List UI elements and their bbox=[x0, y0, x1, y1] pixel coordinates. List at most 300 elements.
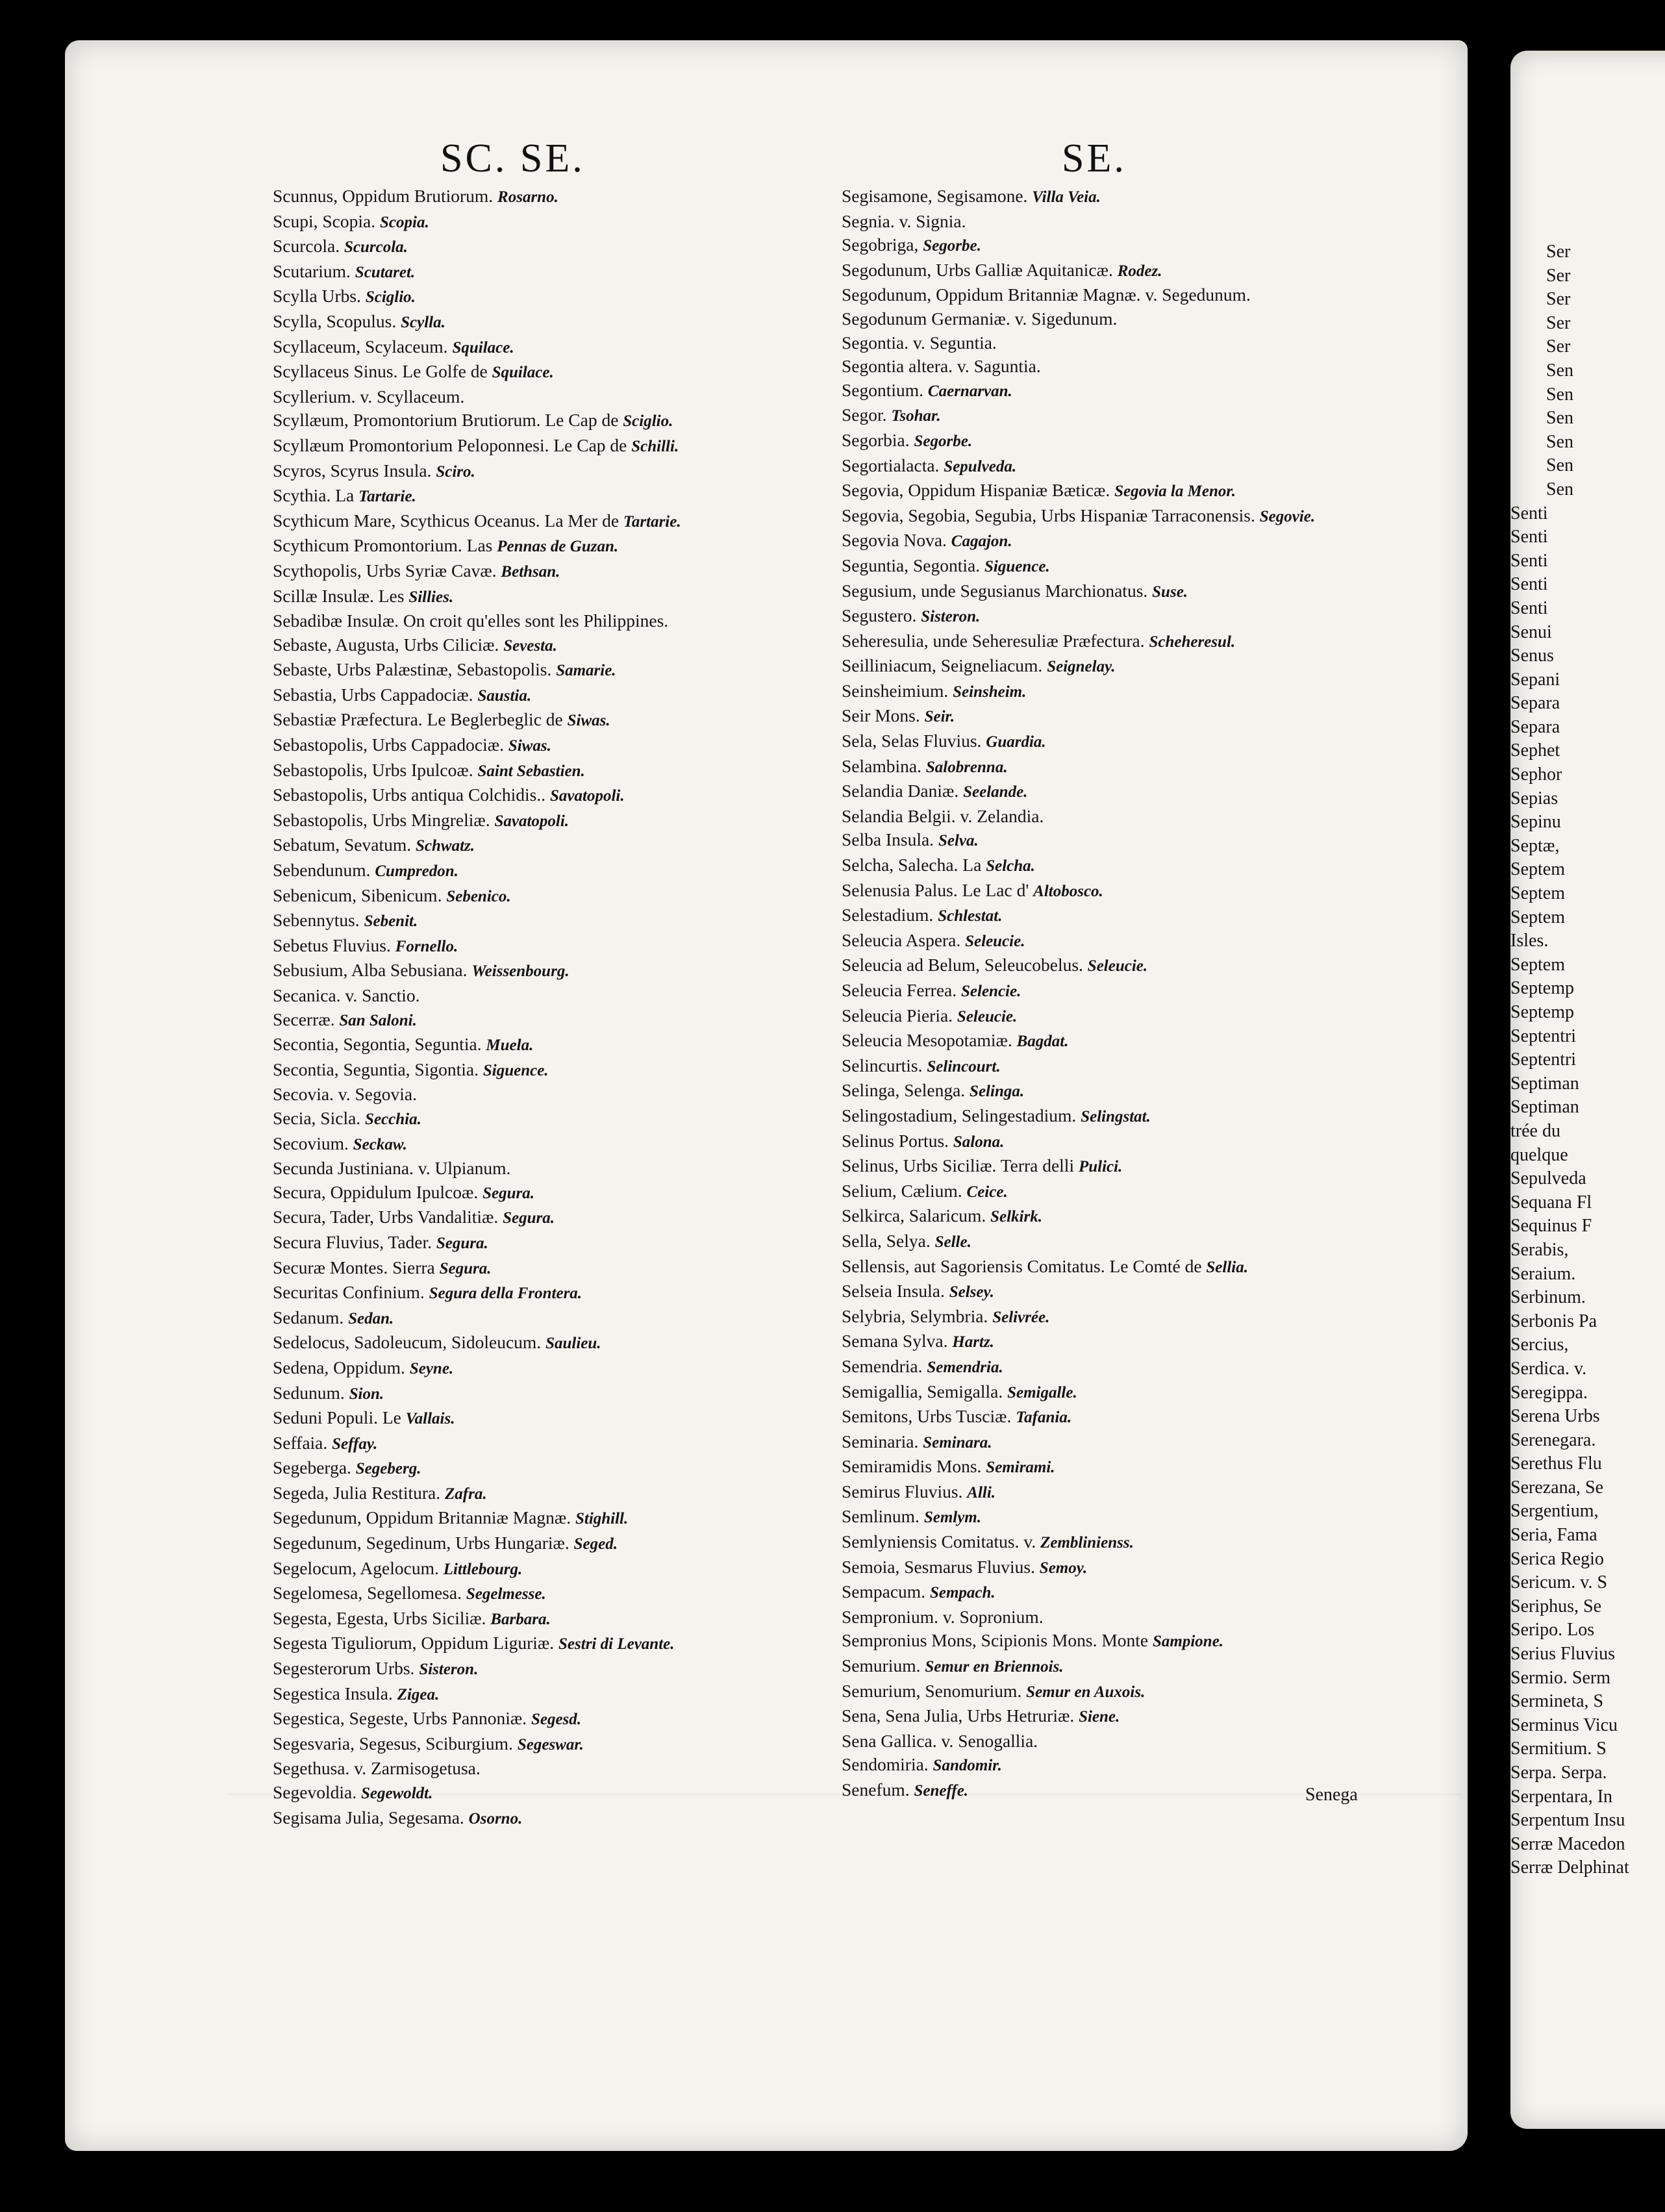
latin-name: Sebastia, Urbs Cappadociæ. bbox=[273, 684, 473, 705]
facing-page-entry: Sen bbox=[1546, 455, 1573, 476]
vernacular-name: Barbara. bbox=[490, 1610, 551, 1628]
dictionary-entry bbox=[842, 379, 1413, 404]
vernacular-name: Saulieu. bbox=[545, 1335, 601, 1353]
latin-name: Segisamone, Segisamone. bbox=[842, 186, 1028, 206]
facing-page-entry: Sen bbox=[1546, 479, 1573, 499]
facing-page-entry: Seripo. Los bbox=[1510, 1620, 1595, 1640]
dictionary-entry bbox=[842, 929, 1413, 954]
vernacular-name: Saustia. bbox=[477, 686, 532, 705]
dictionary-entry bbox=[273, 934, 844, 959]
vernacular-name: Zigea. bbox=[397, 1685, 440, 1703]
latin-name: Segedunum, Segedinum, Urbs Hungariæ. bbox=[273, 1533, 570, 1553]
vernacular-name: Segesd. bbox=[531, 1711, 582, 1729]
latin-name: Selestadium. bbox=[842, 905, 934, 925]
dictionary-entry bbox=[842, 258, 1413, 284]
vernacular-name: Seelande. bbox=[963, 783, 1028, 801]
latin-name: Seleucia Pieria. bbox=[842, 1005, 953, 1025]
latin-name: Selambina. bbox=[842, 755, 921, 776]
latin-name: Semiramidis Mons. bbox=[842, 1456, 982, 1477]
dictionary-entry bbox=[273, 683, 844, 709]
vernacular-name: Savatopoli. bbox=[494, 812, 570, 830]
latin-name: Selcha, Salecha. La bbox=[842, 855, 982, 875]
latin-name: Segodunum, Oppidum Britanniæ Magnæ. v. Segedunum. bbox=[842, 284, 1251, 305]
dictionary-entry bbox=[273, 1607, 844, 1632]
vernacular-name: Segelmesse. bbox=[466, 1585, 546, 1603]
facing-page-entry: Sen bbox=[1546, 360, 1573, 381]
latin-name: Segor. bbox=[842, 405, 887, 425]
vernacular-name: Saint Sebastien. bbox=[477, 762, 585, 780]
latin-name: Sempronius Mons, Scipionis Mons. Monte bbox=[842, 1630, 1149, 1651]
latin-name: Semirus Fluvius. bbox=[842, 1481, 963, 1502]
vernacular-name: Segura. bbox=[503, 1209, 555, 1227]
latin-name: Sebennytus. bbox=[273, 910, 360, 931]
vernacular-name: Siene. bbox=[1079, 1708, 1120, 1726]
vernacular-name: Selle. bbox=[934, 1233, 971, 1251]
vernacular-name: Segovia la Menor. bbox=[1114, 483, 1236, 501]
book-page-left bbox=[65, 40, 1468, 2151]
dictionary-entry bbox=[842, 805, 1413, 829]
vernacular-name: Tartarie. bbox=[358, 488, 416, 506]
latin-name: Seilliniacum, Seigneliacum. bbox=[842, 655, 1043, 676]
latin-name: Secanica. v. Sanctio. bbox=[273, 985, 420, 1005]
vernacular-name: Sciro. bbox=[436, 462, 475, 481]
facing-page-entry: Serbinum. bbox=[1510, 1287, 1586, 1308]
latin-name: Semurium. bbox=[842, 1655, 921, 1676]
vernacular-name: Seignelay. bbox=[1047, 658, 1116, 676]
vernacular-name: Sempach. bbox=[929, 1584, 995, 1602]
dictionary-entry bbox=[273, 459, 844, 484]
vernacular-name: Selincourt. bbox=[927, 1057, 1001, 1075]
facing-page-entry: Separa bbox=[1510, 716, 1560, 737]
dictionary-entry bbox=[842, 184, 1413, 210]
facing-page-entry: Serena Urbs bbox=[1510, 1406, 1600, 1427]
dictionary-entry bbox=[842, 1704, 1413, 1729]
latin-name: Sedena, Oppidum. bbox=[273, 1357, 405, 1377]
latin-name: Selingostadium, Selingestadium. bbox=[842, 1105, 1077, 1125]
dictionary-entry bbox=[273, 584, 844, 610]
latin-name: Segortialacta. bbox=[842, 455, 940, 475]
vernacular-name: Cagajon. bbox=[951, 533, 1012, 551]
dictionary-entry bbox=[842, 1104, 1413, 1129]
dictionary-entry bbox=[273, 559, 844, 584]
dictionary-entry bbox=[273, 633, 844, 659]
dictionary-entry bbox=[842, 283, 1413, 307]
dictionary-entry bbox=[842, 504, 1413, 529]
latin-name: Segesvaria, Segesus, Sciburgium. bbox=[273, 1733, 513, 1753]
latin-name: Segobriga, bbox=[842, 234, 919, 255]
vernacular-name: Alli. bbox=[967, 1483, 996, 1502]
latin-name: Sedanum. bbox=[273, 1307, 344, 1327]
latin-name: Scythicum Mare, Scythicus Oceanus. La Mer de bbox=[273, 510, 620, 531]
latin-name: Secontia, Seguntia, Sigontia. bbox=[273, 1059, 479, 1079]
facing-page-entry: Septem bbox=[1510, 907, 1565, 927]
vernacular-name: Squilace. bbox=[452, 338, 514, 357]
vernacular-name: Semur en Briennois. bbox=[925, 1658, 1064, 1676]
facing-page-entry: Seregippa. bbox=[1510, 1382, 1588, 1403]
dictionary-entry bbox=[273, 609, 844, 633]
vernacular-name: Sillies. bbox=[408, 588, 454, 606]
facing-page-entry: Senti bbox=[1510, 550, 1548, 571]
latin-name: Securæ Montes. Sierra bbox=[273, 1257, 435, 1277]
dictionary-entry bbox=[842, 903, 1413, 929]
facing-page-entry: Sen bbox=[1546, 431, 1573, 452]
dictionary-entry bbox=[273, 1631, 844, 1657]
facing-page-entry: Senti bbox=[1510, 503, 1548, 523]
vernacular-name: Pulici. bbox=[1078, 1158, 1123, 1176]
dictionary-entry bbox=[273, 1406, 844, 1431]
latin-name: Securitas Confinium. bbox=[273, 1282, 425, 1303]
facing-page-entry: Senui bbox=[1510, 622, 1552, 642]
latin-name: Seheresulia, unde Seheresuliæ Præfectura. bbox=[842, 630, 1145, 651]
facing-page-entry: trée du bbox=[1510, 1120, 1560, 1141]
dictionary-entry bbox=[273, 484, 844, 509]
vernacular-name: Seneffe. bbox=[914, 1782, 969, 1800]
latin-name: Segontia. v. Seguntia. bbox=[842, 332, 997, 353]
book-page-right-edge bbox=[1510, 51, 1665, 2129]
latin-name: Sella, Selya. bbox=[842, 1230, 931, 1251]
facing-page-entry: Sequana Fl bbox=[1510, 1192, 1592, 1213]
running-header-left: SC. SE. bbox=[440, 136, 585, 181]
vernacular-name: Savatopoli. bbox=[550, 787, 625, 805]
latin-name: Semoia, Sesmarus Fluvius. bbox=[842, 1556, 1035, 1577]
vernacular-name: Scheheresul. bbox=[1149, 633, 1236, 651]
latin-name: Segethusa. v. Zarmisogetusa. bbox=[273, 1758, 481, 1779]
facing-page-entry: Ser bbox=[1546, 289, 1571, 310]
vernacular-name: Vallais. bbox=[405, 1410, 455, 1428]
dictionary-entry bbox=[273, 1806, 844, 1831]
facing-page-entry: Sepinu bbox=[1510, 812, 1561, 833]
vernacular-name: Segura. bbox=[436, 1234, 488, 1252]
dictionary-entry bbox=[273, 1058, 844, 1083]
dictionary-entry bbox=[273, 1506, 844, 1531]
facing-page-entry: Serdica. v. bbox=[1510, 1358, 1587, 1379]
dictionary-entry bbox=[273, 434, 844, 459]
vernacular-name: Ceice. bbox=[966, 1183, 1008, 1201]
facing-page-entry: Septentri bbox=[1510, 1025, 1577, 1046]
latin-name: Segisama Julia, Segesama. bbox=[273, 1807, 464, 1828]
vernacular-name: Sestri di Levante. bbox=[558, 1635, 675, 1653]
vernacular-name: Zafra. bbox=[445, 1485, 487, 1503]
dictionary-entry bbox=[842, 1204, 1413, 1229]
vernacular-name: Guardia. bbox=[986, 733, 1046, 751]
vernacular-name: Segewoldt. bbox=[360, 1785, 433, 1802]
dictionary-entry bbox=[273, 909, 844, 934]
latin-name: Segodunum Germaniæ. v. Sigedunum. bbox=[842, 308, 1118, 329]
facing-page-entry: Serpentara, In bbox=[1510, 1786, 1613, 1807]
vernacular-name: Squilace. bbox=[492, 364, 554, 382]
vernacular-name: Seleucie. bbox=[965, 932, 1025, 950]
vernacular-name: Salona. bbox=[953, 1133, 1005, 1151]
latin-name: Secontia, Segontia, Seguntia. bbox=[273, 1034, 482, 1055]
dictionary-entry bbox=[273, 1381, 844, 1407]
latin-name: Selba Insula. bbox=[842, 829, 934, 850]
latin-name: Selenusia Palus. Le Lac d' bbox=[842, 879, 1029, 900]
facing-page-entry: Ser bbox=[1546, 265, 1571, 286]
dictionary-entry bbox=[842, 554, 1413, 579]
dictionary-entry bbox=[273, 1682, 844, 1707]
dictionary-entry bbox=[273, 385, 844, 409]
vernacular-name: Pennas de Guzan. bbox=[497, 538, 619, 556]
dictionary-entry bbox=[842, 1654, 1413, 1679]
facing-page-entry: Sephor bbox=[1510, 764, 1562, 785]
latin-name: Seffaia. bbox=[273, 1432, 328, 1453]
dictionary-entry bbox=[842, 210, 1413, 234]
vernacular-name: Scopia. bbox=[380, 213, 429, 231]
latin-name: Seleucia Mesopotamiæ. bbox=[842, 1030, 1012, 1051]
latin-name: Sebastopolis, Urbs Ipulcoæ. bbox=[273, 759, 473, 780]
vernacular-name: Selcha. bbox=[986, 857, 1035, 875]
dictionary-entry bbox=[273, 783, 844, 809]
facing-page-entry: Senti bbox=[1510, 527, 1548, 547]
dictionary-entry bbox=[842, 1255, 1413, 1280]
dictionary-entry bbox=[273, 884, 844, 909]
vernacular-name: Salobrenna. bbox=[925, 758, 1008, 776]
vernacular-name: Seinsheim. bbox=[953, 683, 1027, 701]
dictionary-entry bbox=[273, 1083, 844, 1107]
dictionary-entry bbox=[842, 604, 1413, 629]
dictionary-entry bbox=[273, 1531, 844, 1557]
dictionary-entry bbox=[273, 1256, 844, 1281]
dictionary-entry bbox=[273, 335, 844, 360]
vernacular-name: Seyne. bbox=[409, 1359, 454, 1377]
dictionary-entry bbox=[273, 1331, 844, 1356]
latin-name: Sempacum. bbox=[842, 1581, 926, 1602]
latin-name: Segeda, Julia Restitura. bbox=[273, 1482, 441, 1503]
vernacular-name: Scylla. bbox=[401, 313, 445, 331]
facing-page-entry: Sepulveda bbox=[1510, 1168, 1586, 1189]
dictionary-entry bbox=[273, 1557, 844, 1582]
entries-column-right bbox=[842, 184, 1413, 1804]
dictionary-entry bbox=[842, 1229, 1413, 1255]
dictionary-entry bbox=[273, 1732, 844, 1757]
latin-name: Secura, Oppidulum Ipulcoæ. bbox=[273, 1181, 479, 1202]
facing-page-entry: Separa bbox=[1510, 693, 1560, 714]
vernacular-name: Segovie. bbox=[1259, 507, 1316, 525]
facing-page-entry: Serminus Vicu bbox=[1510, 1715, 1618, 1735]
vernacular-name: Sampione. bbox=[1153, 1633, 1224, 1651]
vernacular-name: Cumpredon. bbox=[375, 862, 458, 881]
dictionary-entry bbox=[842, 355, 1413, 379]
latin-name: Sempronium. v. Sopronium. bbox=[842, 1606, 1044, 1627]
facing-page-entry: Ser bbox=[1546, 242, 1571, 262]
dictionary-entry bbox=[842, 953, 1413, 979]
facing-page-entry: quelque bbox=[1510, 1144, 1568, 1165]
facing-page-entry: Septemp bbox=[1510, 978, 1574, 999]
dictionary-entry bbox=[273, 1657, 844, 1682]
latin-name: Segodunum, Urbs Galliæ Aquitanicæ. bbox=[842, 259, 1113, 280]
dictionary-entry bbox=[842, 1753, 1413, 1778]
dictionary-entry bbox=[273, 1481, 844, 1507]
latin-name: Selybria, Selymbria. bbox=[842, 1305, 988, 1326]
vernacular-name: Segorbe. bbox=[914, 432, 973, 450]
dictionary-entry bbox=[842, 403, 1413, 429]
latin-name: Sebatum, Sevatum. bbox=[273, 835, 412, 855]
latin-name: Secia, Sicla. bbox=[273, 1107, 361, 1128]
dictionary-entry bbox=[842, 1455, 1413, 1480]
facing-page-entry: Serezana, Se bbox=[1510, 1477, 1604, 1498]
facing-page-entry: Serræ Macedon bbox=[1510, 1833, 1625, 1854]
latin-name: Segelocum, Agelocum. bbox=[273, 1557, 439, 1578]
dictionary-entry bbox=[842, 879, 1413, 904]
vernacular-name: Sisteron. bbox=[419, 1661, 479, 1679]
dictionary-entry bbox=[273, 408, 844, 434]
latin-name: Semurium, Senomurium. bbox=[842, 1680, 1022, 1701]
dictionary-entry bbox=[842, 629, 1413, 655]
latin-name: Scunnus, Oppidum Brutiorum. bbox=[273, 186, 494, 206]
dictionary-entry bbox=[273, 184, 844, 210]
dictionary-entry bbox=[273, 1205, 844, 1231]
vernacular-name: Seminara. bbox=[923, 1433, 992, 1452]
vernacular-name: Schwatz. bbox=[415, 837, 475, 855]
latin-name: Scyllæum, Promontorium Brutiorum. Le Cap de bbox=[273, 410, 619, 431]
latin-name: Sebastopolis, Urbs Mingreliæ. bbox=[273, 809, 490, 830]
vernacular-name: Secchia. bbox=[365, 1110, 421, 1128]
vernacular-name: Segura. bbox=[482, 1184, 534, 1202]
dictionary-entry bbox=[273, 833, 844, 859]
facing-page-entry: Sepias bbox=[1510, 788, 1559, 809]
latin-name: Scyllæum Promontorium Peloponnesi. Le Cap de bbox=[273, 434, 627, 455]
dictionary-entry bbox=[842, 828, 1413, 853]
dictionary-entry bbox=[273, 658, 844, 683]
facing-page-entries bbox=[1510, 240, 1665, 1880]
latin-name: Seminaria. bbox=[842, 1431, 919, 1452]
vernacular-name: Semur en Auxois. bbox=[1026, 1683, 1145, 1701]
dictionary-entry bbox=[842, 331, 1413, 355]
dictionary-entry bbox=[273, 959, 844, 984]
dictionary-entry bbox=[273, 733, 844, 759]
latin-name: Seir Mons. bbox=[842, 705, 920, 726]
latin-name: Segovia Nova. bbox=[842, 530, 947, 551]
latin-name: Secovium. bbox=[273, 1133, 349, 1153]
latin-name: Scythicum Promontorium. Las bbox=[273, 535, 493, 556]
latin-name: Sebastopolis, Urbs Cappadociæ. bbox=[273, 735, 504, 755]
latin-name: Sena, Sena Julia, Urbs Hetruriæ. bbox=[842, 1705, 1075, 1726]
vernacular-name: Seged. bbox=[573, 1535, 618, 1553]
vernacular-name: Schlestat. bbox=[938, 907, 1003, 925]
vernacular-name: Muela. bbox=[486, 1037, 534, 1055]
latin-name: Scythia. La bbox=[273, 485, 355, 506]
facing-page-entry: Septem bbox=[1510, 954, 1565, 975]
dictionary-entry bbox=[273, 534, 844, 559]
vernacular-name: Altobosco. bbox=[1033, 882, 1103, 900]
dictionary-entry bbox=[842, 1129, 1413, 1155]
vernacular-name: Seffay. bbox=[332, 1435, 378, 1453]
facing-page-entry: Septemp bbox=[1510, 1002, 1574, 1022]
dictionary-entry bbox=[842, 1079, 1413, 1104]
dictionary-entry bbox=[842, 1430, 1413, 1455]
vernacular-name: Suse. bbox=[1152, 583, 1188, 601]
vernacular-name: Siwas. bbox=[508, 737, 551, 755]
facing-page-entry: Sepani bbox=[1510, 669, 1560, 690]
dictionary-entry bbox=[273, 809, 844, 834]
latin-name: Secunda Justiniana. v. Ulpianum. bbox=[273, 1158, 511, 1179]
latin-name: Semlinum. bbox=[842, 1506, 920, 1527]
latin-name: Selium, Cælium. bbox=[842, 1180, 962, 1201]
facing-page-entry: Serethus Flu bbox=[1510, 1453, 1602, 1474]
facing-page-entry: Seriphus, Se bbox=[1510, 1596, 1601, 1616]
latin-name: Segestica Insula. bbox=[273, 1683, 393, 1703]
latin-name: Selinga, Selenga. bbox=[842, 1080, 966, 1101]
vernacular-name: Villa Veia. bbox=[1032, 188, 1101, 206]
latin-name: Scylla, Scopulus. bbox=[273, 310, 397, 331]
latin-name: Sebendunum. bbox=[273, 860, 371, 881]
dictionary-entry bbox=[842, 1405, 1413, 1430]
vernacular-name: Caernarvan. bbox=[927, 382, 1012, 400]
dictionary-entry bbox=[842, 1154, 1413, 1179]
latin-name: Segovia, Oppidum Hispaniæ Bæticæ. bbox=[842, 480, 1110, 501]
vernacular-name: Tartarie. bbox=[623, 512, 681, 531]
vernacular-name: Seir. bbox=[924, 708, 955, 726]
dictionary-entry bbox=[842, 679, 1413, 705]
vernacular-name: Littlebourg. bbox=[443, 1560, 523, 1578]
vernacular-name: Sedan. bbox=[348, 1309, 394, 1327]
vernacular-name: Sepulveda. bbox=[944, 457, 1017, 475]
vernacular-name: Segura della Frontera. bbox=[429, 1285, 582, 1303]
dictionary-entry bbox=[273, 1356, 844, 1381]
latin-name: Sellensis, aut Sagoriensis Comitatus. Le Comté de bbox=[842, 1255, 1202, 1276]
running-header-right: SE. bbox=[1062, 136, 1127, 181]
facing-page-entry: Serbonis Pa bbox=[1510, 1311, 1597, 1331]
page-show-through bbox=[227, 1794, 1461, 1795]
vernacular-name: Bagdat. bbox=[1016, 1033, 1069, 1051]
latin-name: Segedunum, Oppidum Britanniæ Magnæ. bbox=[273, 1507, 571, 1528]
vernacular-name: Siguence. bbox=[984, 557, 1050, 575]
latin-name: Sendomiria. bbox=[842, 1754, 929, 1775]
vernacular-name: Selencie. bbox=[961, 983, 1021, 1000]
latin-name: Segevoldia. bbox=[273, 1782, 357, 1802]
dictionary-entry bbox=[273, 984, 844, 1008]
dictionary-entry bbox=[273, 1231, 844, 1256]
facing-page-entry: Sermio. Serm bbox=[1510, 1667, 1610, 1688]
vernacular-name: Seckaw. bbox=[353, 1135, 407, 1153]
facing-page-entry: Sen bbox=[1546, 408, 1573, 429]
facing-page-entry: Serræ Delphinat bbox=[1510, 1857, 1629, 1878]
latin-name: Segnia. v. Signia. bbox=[842, 210, 966, 231]
dictionary-entry bbox=[842, 1380, 1413, 1405]
facing-page-entry: Serenegara. bbox=[1510, 1429, 1596, 1450]
latin-name: Selseia Insula. bbox=[842, 1281, 945, 1301]
vernacular-name: Samarie. bbox=[556, 662, 616, 680]
vernacular-name: Sevesta. bbox=[503, 636, 557, 655]
facing-page-entry: Sercius, bbox=[1510, 1335, 1569, 1355]
latin-name: Segusium, unde Segusianus Marchionatus. bbox=[842, 580, 1148, 601]
latin-name: Sebaste, Augusta, Urbs Ciliciæ. bbox=[273, 634, 499, 655]
latin-name: Secerræ. bbox=[273, 1009, 335, 1029]
vernacular-name: Tafania. bbox=[1016, 1409, 1072, 1427]
latin-name: Scupi, Scopia. bbox=[273, 210, 376, 231]
vernacular-name: Bethsan. bbox=[501, 562, 560, 581]
catchword: Senega bbox=[1305, 1785, 1358, 1805]
dictionary-entry bbox=[273, 1181, 844, 1206]
dictionary-entry bbox=[842, 1729, 1413, 1753]
latin-name: Sebenicum, Sibenicum. bbox=[273, 885, 442, 905]
dictionary-entry bbox=[842, 779, 1413, 805]
vernacular-name: Selkirk. bbox=[990, 1208, 1042, 1226]
dictionary-entry bbox=[842, 307, 1413, 331]
latin-name: Selinus Portus. bbox=[842, 1130, 949, 1151]
dictionary-entry bbox=[842, 654, 1413, 679]
latin-name: Scyllerium. v. Scyllaceum. bbox=[273, 386, 465, 407]
vernacular-name: Sebenit. bbox=[364, 912, 418, 931]
dictionary-entry bbox=[273, 1431, 844, 1457]
latin-name: Segesta, Egesta, Urbs Siciliæ. bbox=[273, 1607, 486, 1628]
facing-page-entry: Senti bbox=[1510, 597, 1548, 618]
latin-name: Sedelocus, Sadoleucum, Sidoleucum. bbox=[273, 1332, 542, 1353]
facing-page-entry: Serabis, bbox=[1510, 1239, 1569, 1260]
latin-name: Sebastiæ Præfectura. Le Beglerbeglic de bbox=[273, 709, 563, 730]
facing-page-entry: Sermineta, S bbox=[1510, 1691, 1604, 1712]
dictionary-entry bbox=[842, 1605, 1413, 1629]
